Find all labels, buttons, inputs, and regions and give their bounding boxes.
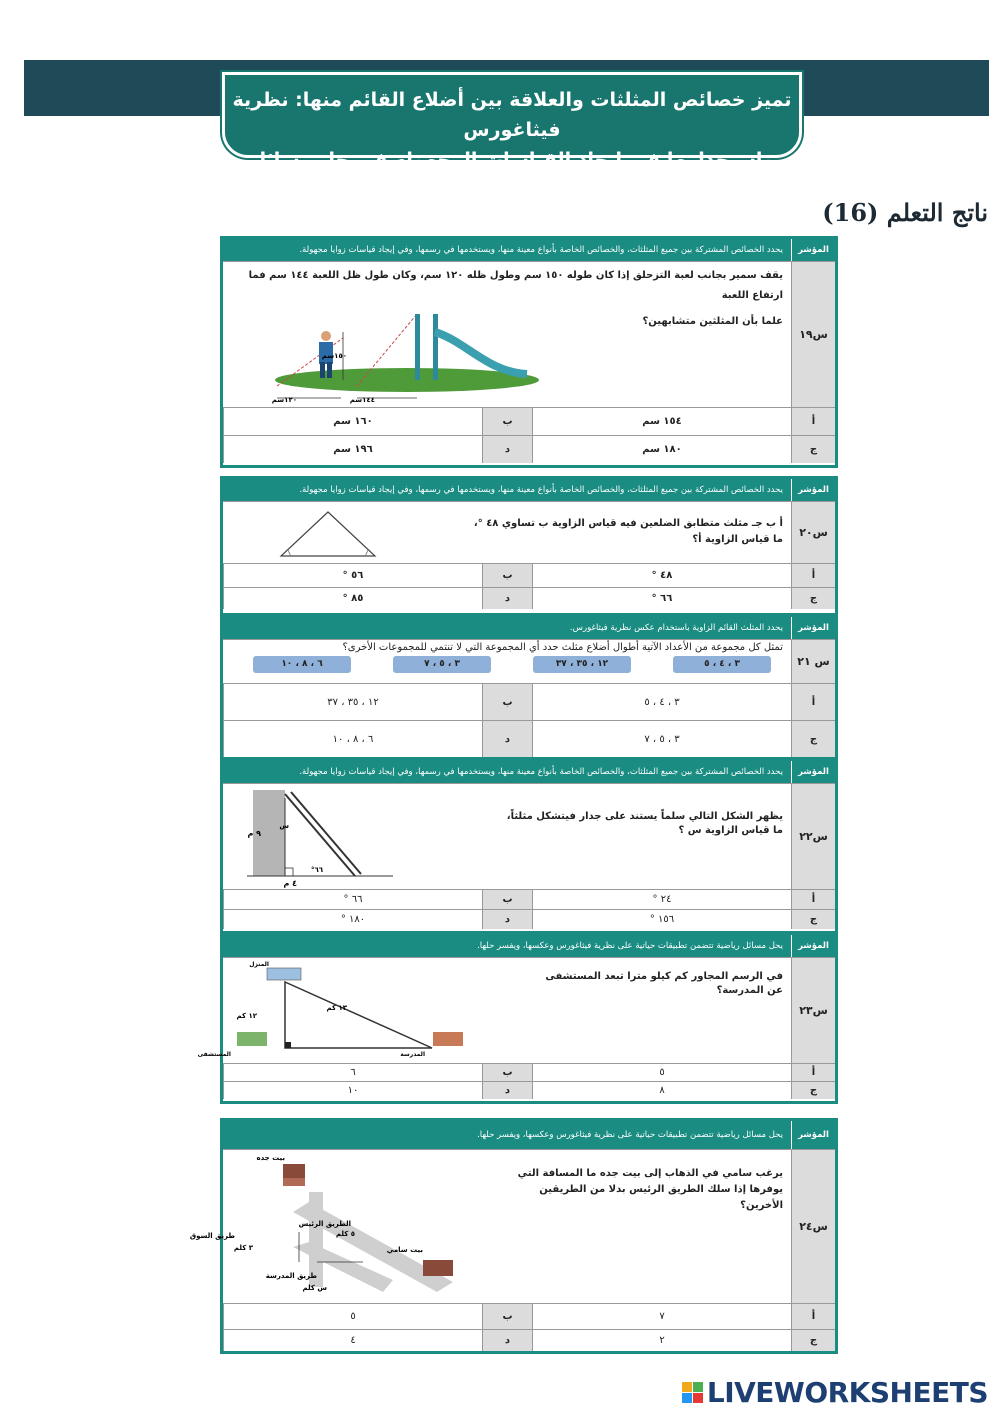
question-text-2: يوفرها إذا سلك الطريق الرئيس بدلا من الطريقين	[539, 1184, 783, 1195]
option-c-letter: ج	[791, 721, 835, 757]
option-c[interactable]: ٣ ، ٥ ، ٧	[532, 721, 791, 757]
grandpa-house-label: بيت جده	[256, 1154, 285, 1162]
question-text: أ ب جـ مثلث متطابق الضلعين فيه قياس الزاوية ب تساوي ٤٨ °،	[473, 518, 783, 529]
set-chip-1: ٣ ، ٤ ، ٥	[673, 656, 771, 673]
title-line-2: واستخدامها في إيجاد القياسات المجهولة في حل مسائل رياضية	[249, 149, 775, 201]
person-shadow-label: ١٢٠سم	[271, 396, 297, 404]
question-text-2: عن المدرسة؟	[716, 985, 783, 996]
title-line-1: تميز خصائص المثلثات والعلاقة بين أضلاع القائم منها: نظرية فيثاغورس	[232, 89, 792, 141]
question-number: س ٢١	[791, 640, 835, 683]
main-road-label: الطريق الرئيس	[298, 1220, 351, 1228]
set-chip-4: ٦ ، ٨ ، ١٠	[253, 656, 351, 673]
option-a[interactable]: ٧	[532, 1304, 791, 1329]
market-road-distance: ٣ كلم	[233, 1244, 253, 1252]
options-row-1	[223, 683, 835, 720]
option-b-letter: ب	[482, 684, 532, 720]
options-row-2	[223, 587, 835, 609]
options-row-1	[223, 563, 835, 587]
number-sets	[253, 656, 771, 673]
school-label: المدرسة	[400, 1051, 425, 1058]
option-d-letter: د	[482, 1082, 532, 1099]
indicator-row	[223, 935, 835, 957]
option-c[interactable]: ٨	[532, 1082, 791, 1099]
options-row-2	[223, 1081, 835, 1099]
set-chip-2: ١٢ ، ٣٥ ، ٣٧	[533, 656, 631, 673]
question-row	[189, 1149, 835, 1303]
indicator-text: يحدد الخصائص المشتركة بين جميع المثلثات، والخصائص الخاصة بأنواع معينة منها، ويستخدمها في رسمها، وفي إيجاد قياسات زوايا مجهولة.	[299, 485, 783, 495]
ladder-wall-figure	[245, 788, 395, 888]
logo-text: LIVEWORKSHEETS	[706, 1376, 988, 1409]
learning-outcome-heading: ناتج التعلم (16)	[822, 198, 988, 227]
option-a-letter: أ	[791, 890, 835, 909]
option-b[interactable]: ٥	[223, 1304, 482, 1329]
isosceles-triangle-figure	[273, 506, 383, 560]
logo-icon	[682, 1382, 703, 1403]
wall-height-label: ٩ م	[247, 829, 261, 838]
indicator-text: يحدد الخصائص المشتركة بين جميع المثلثات، والخصائص الخاصة بأنواع معينة منها، ويستخدمها في رسمها، وفي إيجاد قياسات زوايا مجهولة.	[299, 245, 783, 255]
option-b[interactable]: ١٢ ، ٣٥ ، ٣٧	[223, 684, 482, 720]
option-a[interactable]: ٢٤ °	[532, 890, 791, 909]
hypotenuse-label: ١٣ كم	[326, 1004, 347, 1012]
options-row-2	[223, 720, 835, 757]
school-road-label: طريق المدرسة	[265, 1272, 317, 1280]
question-body	[197, 958, 791, 1063]
question-text: يظهر الشكل التالي سلماً يستند على جدار فيتشكل مثلثاً،	[506, 811, 783, 822]
question-row	[223, 501, 835, 563]
question-text-3: الأخرين؟	[740, 1200, 783, 1211]
option-a-letter: أ	[791, 1064, 835, 1081]
indicator-row	[223, 617, 835, 639]
question-row	[197, 957, 835, 1063]
option-d-letter: د	[482, 588, 532, 609]
option-a[interactable]: ٣ ، ٤ ، ٥	[532, 684, 791, 720]
option-c-letter: ج	[791, 1082, 835, 1099]
option-b[interactable]: ٦	[223, 1064, 482, 1081]
indicator-label: المؤشر	[791, 239, 835, 261]
question-body	[223, 502, 791, 563]
question-body	[223, 640, 791, 683]
question-text-2: ما قياس الزاوية س ؟	[678, 825, 783, 836]
option-a-letter: أ	[791, 564, 835, 587]
option-a[interactable]: ١٥٤ سم	[532, 408, 791, 435]
question-text: تمثل كل مجموعة من الأعداد الآتية أطوال أضلاع مثلث حدد أي المجموعة التي لا تنتمي للمجموعات الأخرى؟	[342, 642, 783, 653]
vertical-side-label: ١٢ كم	[236, 1012, 257, 1020]
option-d[interactable]: ٨٥ °	[223, 588, 482, 609]
option-d-letter: د	[482, 721, 532, 757]
options-row-1	[223, 1303, 835, 1329]
question-body	[189, 1150, 791, 1303]
question-block-24	[189, 1118, 838, 1354]
option-c-letter: ج	[791, 436, 835, 463]
sami-house-label: بيت سامي	[386, 1246, 423, 1254]
question-row	[223, 783, 835, 889]
option-b-letter: ب	[482, 890, 532, 909]
question-text: يرغب سامي في الذهاب إلى بيت جده ما المسافة التي	[517, 1168, 783, 1179]
question-block-19	[220, 236, 838, 468]
option-d[interactable]: ١٠	[223, 1082, 482, 1099]
option-c[interactable]: ٦٦ °	[532, 588, 791, 609]
indicator-row	[223, 479, 835, 501]
indicator-row	[223, 239, 835, 261]
indicator-text: يحدد المثلث القائم الزاوية باستخدام عكس نظرية فيثاغورس.	[569, 623, 783, 633]
option-d-letter: د	[482, 1330, 532, 1351]
question-row	[223, 639, 835, 683]
question-number: س٢٠	[791, 502, 835, 563]
school-road-distance: س كلم	[302, 1284, 327, 1292]
options-row-1	[223, 407, 835, 435]
unknown-angle-label: س	[279, 822, 289, 830]
option-c-letter: ج	[791, 588, 835, 609]
indicator-label: المؤشر	[791, 935, 835, 957]
question-block-20	[220, 476, 838, 616]
question-text-2: علما بأن المثلثين متشابهين؟	[642, 316, 783, 327]
option-b[interactable]: ٥٦ °	[223, 564, 482, 587]
option-d[interactable]: ٤	[223, 1330, 482, 1351]
roads-map-figure	[189, 1152, 483, 1302]
options-row-2	[223, 909, 835, 929]
market-road-label: طريق السوق	[189, 1232, 235, 1240]
indicator-label: المؤشر	[791, 761, 835, 783]
option-a-letter: أ	[791, 1304, 835, 1329]
indicator-text: يحدد الخصائص المشتركة بين جميع المثلثات، والخصائص الخاصة بأنواع معينة منها، ويستخدمها في رسمها، وفي إيجاد قياسات زوايا مجهولة.	[299, 767, 783, 777]
option-d-letter: د	[482, 910, 532, 929]
question-text: يقف سمير بجانب لعبة التزحلق إذا كان طوله ١٥٠ سم وطول ظله ١٢٠ سم، وكان طول ظل اللعبة ١٤٤ سم فما ارتفاع اللعبة	[248, 270, 783, 301]
options-row-2	[223, 1329, 835, 1351]
indicator-label: المؤشر	[791, 1121, 835, 1149]
question-number: س١٩	[791, 262, 835, 407]
liveworksheets-logo	[682, 1376, 988, 1409]
angle-label: ٦٦°	[310, 866, 323, 874]
map-triangle-figure	[197, 960, 467, 1060]
hospital-label: المستشفى	[197, 1051, 231, 1058]
indicator-label: المؤشر	[791, 617, 835, 639]
option-a-letter: أ	[791, 684, 835, 720]
option-c-letter: ج	[791, 1330, 835, 1351]
option-c[interactable]: ١٥٦ °	[532, 910, 791, 929]
option-c[interactable]: ٢	[532, 1330, 791, 1351]
question-number: س٢٣	[791, 958, 835, 1063]
option-d[interactable]: ٦ ، ٨ ، ١٠	[223, 721, 482, 757]
question-block-21	[220, 614, 838, 760]
indicator-text: يحل مسائل رياضية تتضمن تطبيقات حياتية على نظرية فيثاغورس وعكسها، ويفسر حلها.	[477, 1130, 783, 1140]
options-row-1	[223, 889, 835, 909]
indicator-row	[223, 1121, 835, 1149]
person-height-label: ١٥٠سم	[321, 352, 347, 360]
option-a[interactable]: ٤٨ °	[532, 564, 791, 587]
indicator-text: يحل مسائل رياضية تتضمن تطبيقات حياتية على نظرية فيثاغورس وعكسها، ويفسر حلها.	[477, 941, 783, 951]
option-d[interactable]: ١٩٦ سم	[223, 436, 482, 463]
option-a-letter: أ	[791, 408, 835, 435]
indicator-row	[223, 761, 835, 783]
option-b-letter: ب	[482, 564, 532, 587]
base-length-label: ٤ م	[283, 879, 297, 888]
question-body	[223, 262, 791, 407]
option-c[interactable]: ١٨٠ سم	[532, 436, 791, 463]
question-number: س٢٤	[791, 1150, 835, 1303]
option-a[interactable]: ٥	[532, 1064, 791, 1081]
question-block-23	[197, 932, 838, 1104]
house-label: المنزل	[249, 961, 269, 968]
question-number: س٢٢	[791, 784, 835, 889]
question-row	[223, 261, 835, 407]
question-text: في الرسم المجاور كم كيلو مترا تبعد المستشفى	[545, 971, 783, 982]
option-b-letter: ب	[482, 408, 532, 435]
set-chip-3: ٣ ، ٥ ، ٧	[393, 656, 491, 673]
question-text-2: ما قياس الزاوية أ؟	[692, 534, 783, 545]
option-b-letter: ب	[482, 1304, 532, 1329]
option-b[interactable]: ١٦٠ سم	[223, 408, 482, 435]
question-body	[223, 784, 791, 889]
option-d-letter: د	[482, 436, 532, 463]
option-b[interactable]: ٦٦ °	[223, 890, 482, 909]
options-row-1	[223, 1063, 835, 1081]
option-d[interactable]: ١٨٠ °	[223, 910, 482, 929]
main-road-distance: ٥ كلم	[335, 1230, 355, 1238]
option-c-letter: ج	[791, 910, 835, 929]
question-block-22	[220, 758, 838, 934]
title-banner	[222, 72, 802, 201]
slide-shadow-label: ١٤٤سم	[349, 396, 375, 404]
option-b-letter: ب	[482, 1064, 532, 1081]
options-row-2	[223, 435, 835, 463]
indicator-label: المؤشر	[791, 479, 835, 501]
slide-figure	[267, 302, 537, 404]
